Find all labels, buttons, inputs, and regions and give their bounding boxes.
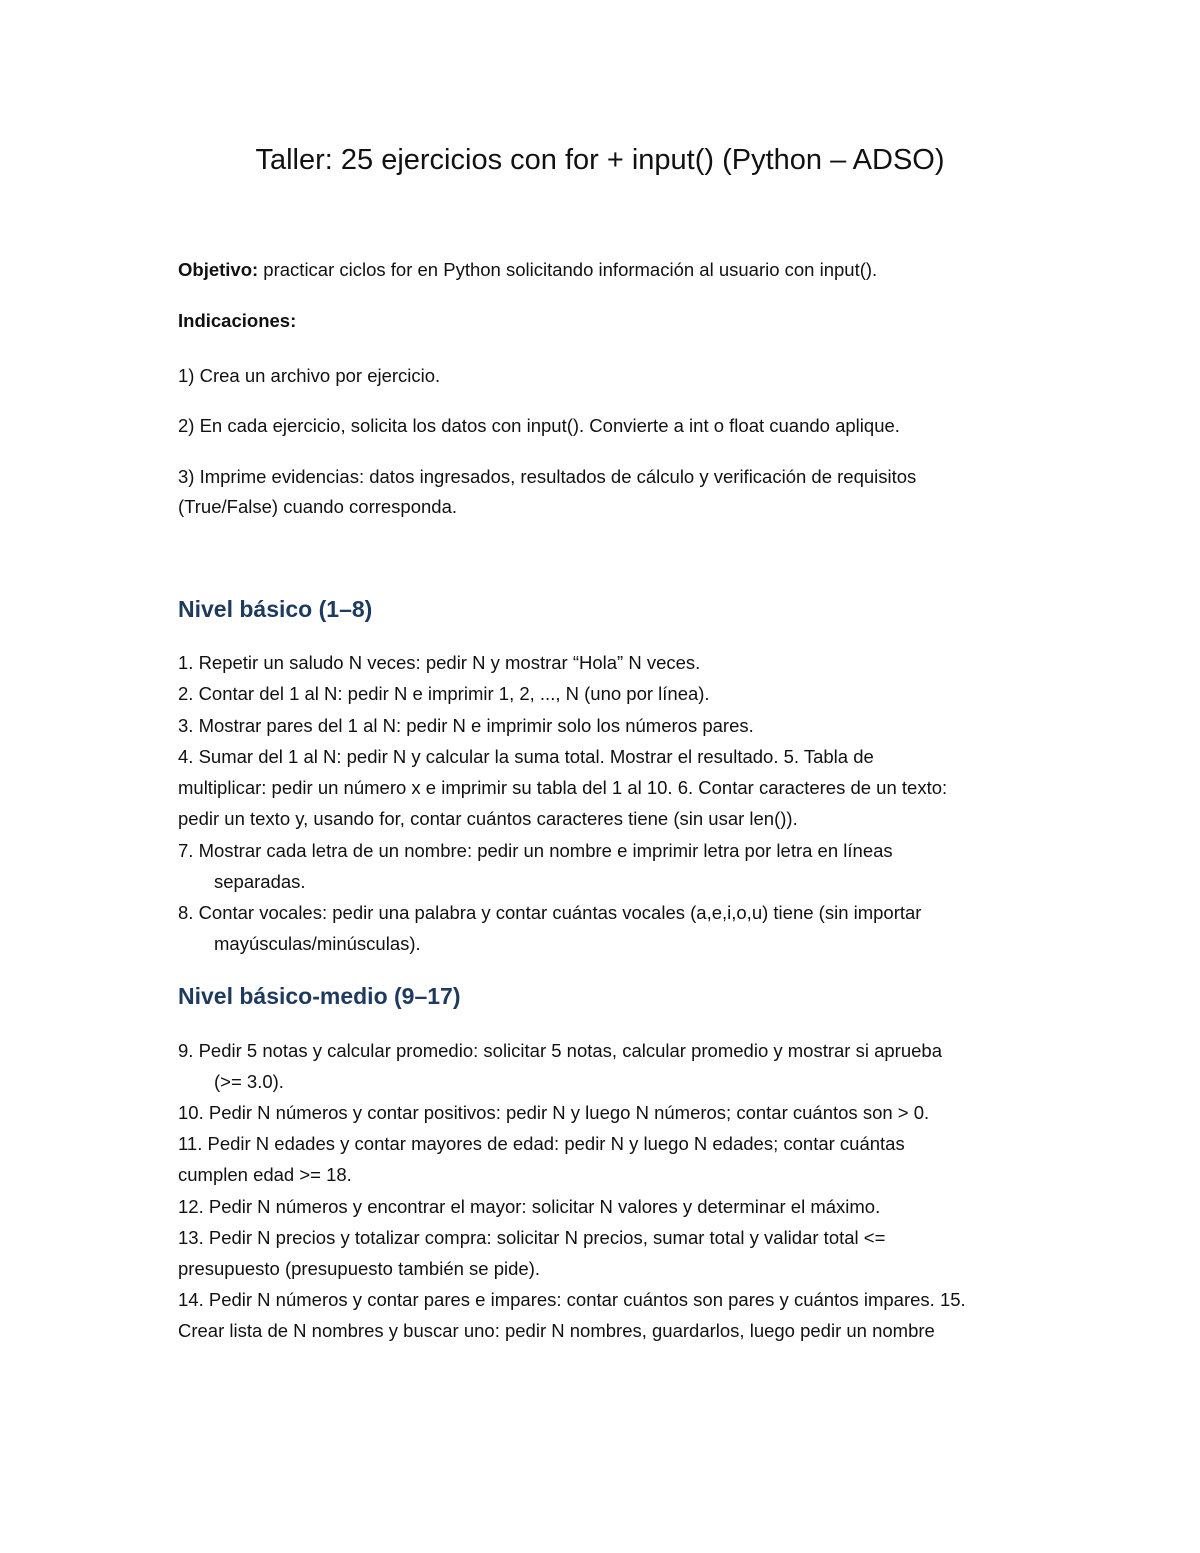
exercise-line: 2. Contar del 1 al N: pedir N e imprimir 1, 2, ..., N (uno por línea). [178,683,710,704]
exercise-line: pedir un texto y, usando for, contar cuántos caracteres tiene (sin usar len()). [178,808,798,829]
exercise-line-continued: (>= 3.0). [214,1071,284,1092]
exercise-line: 1. Repetir un saludo N veces: pedir N y mostrar “Hola” N veces. [178,652,701,673]
exercise-line: 10. Pedir N números y contar positivos: pedir N y luego N números; contar cuántos son > 0. [178,1102,930,1123]
objetivo-text: practicar ciclos for en Python solicitando información al usuario con input(). [258,259,878,280]
exercise-line: cumplen edad >= 18. [178,1164,352,1185]
exercise-line: Crear lista de N nombres y buscar uno: pedir N nombres, guardarlos, luego pedir un nombre [178,1320,935,1341]
exercise-line: 14. Pedir N números y contar pares e impares: contar cuántos son pares y cuántos impares. 15. [178,1289,966,1310]
indicacion-item: 2) En cada ejercicio, solicita los datos con input(). Convierte a int o float cuando aplique. [178,415,900,436]
exercise-line: 3. Mostrar pares del 1 al N: pedir N e imprimir solo los números pares. [178,715,754,736]
exercise-line: presupuesto (presupuesto también se pide). [178,1258,540,1279]
exercise-line: 7. Mostrar cada letra de un nombre: pedir un nombre e imprimir letra por letra en líneas [178,840,893,861]
exercise-line: 9. Pedir 5 notas y calcular promedio: solicitar 5 notas, calcular promedio y mostrar si aprueba [178,1040,942,1061]
section-heading-nivel-basico-medio: Nivel básico-medio (9–17) [178,983,461,1009]
objetivo-paragraph [178,257,877,283]
exercise-line: 11. Pedir N edades y contar mayores de edad: pedir N y luego N edades; contar cuántas [178,1133,905,1154]
exercise-line: 8. Contar vocales: pedir una palabra y contar cuántas vocales (a,e,i,o,u) tiene (sin importar [178,902,922,923]
indicacion-item: 1) Crea un archivo por ejercicio. [178,365,441,386]
page-title: Taller: 25 ejercicios con for + input() (Python – ADSO) [255,144,945,176]
indicacion-item-continued: (True/False) cuando corresponda. [178,496,458,517]
exercise-line-continued: separadas. [214,871,306,892]
section-heading-nivel-basico: Nivel básico (1–8) [178,596,373,622]
objetivo-label: Objetivo: [178,259,259,280]
indicacion-item: 3) Imprime evidencias: datos ingresados, resultados de cálculo y verificación de requisitos [178,466,917,487]
indicaciones-label: Indicaciones: [178,310,297,331]
exercise-line: 4. Sumar del 1 al N: pedir N y calcular la suma total. Mostrar el resultado. 5. Tabla de [178,746,874,767]
exercise-line-continued: mayúsculas/minúsculas). [214,933,421,954]
exercise-line: multiplicar: pedir un número x e imprimir su tabla del 1 al 10. 6. Contar caracteres de un texto: [178,777,948,798]
exercise-line: 13. Pedir N precios y totalizar compra: solicitar N precios, sumar total y validar total <= [178,1227,886,1248]
exercise-line: 12. Pedir N números y encontrar el mayor: solicitar N valores y determinar el máximo. [178,1196,881,1217]
